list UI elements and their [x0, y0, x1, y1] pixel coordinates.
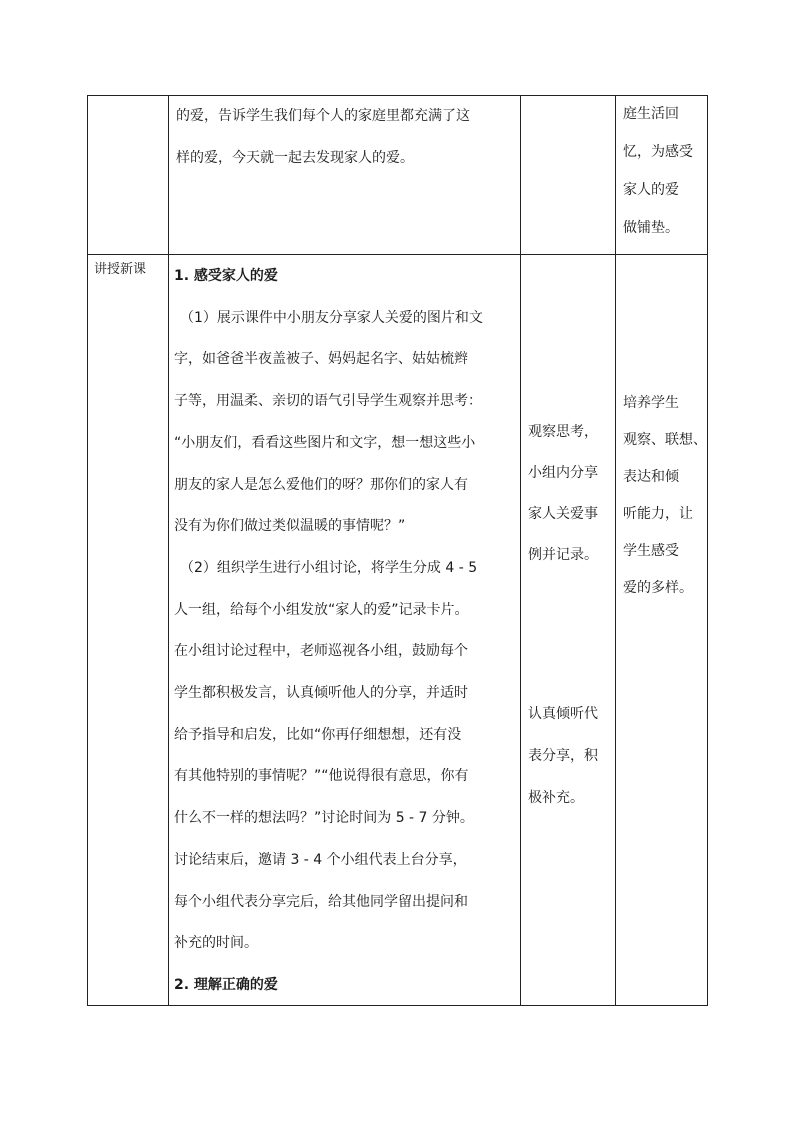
text-line: 家人的爱	[623, 182, 679, 198]
text-line: 例并记录。	[528, 547, 598, 563]
section-heading: 2. 理解正确的爱	[174, 976, 278, 993]
stage-label: 讲授新课	[94, 262, 147, 277]
text-line: 给予指导和启发，比如“你再仔细想想，还有没	[174, 726, 462, 743]
text-line: 表分享，积	[528, 748, 598, 764]
text-line: 表达和倾	[623, 469, 679, 485]
text-line: 学生都积极发言，认真倾听他人的分享，并适时	[174, 685, 468, 702]
text-line: 观察思考，	[528, 424, 598, 440]
text-line: 样的爱，今天就一起去发现家人的爱。	[176, 150, 414, 166]
text-line: 小组内分享	[528, 465, 598, 481]
text-line: 极补充。	[528, 790, 584, 806]
text-line: 补充的时间。	[174, 935, 258, 952]
row2-design-purpose	[623, 385, 707, 607]
text-line: 观察、联想、	[623, 432, 707, 448]
text-line: 朋友的家人是怎么爱他们的呀？那你们的家人有	[174, 476, 468, 493]
text-line: 字，如爸爸半夜盖被子、妈妈起名字、姑姑梳辫	[174, 351, 468, 368]
text-line: （1）展示课件中小朋友分享家人关爱的图片和文	[180, 309, 483, 326]
text-line: “小朋友们，看看这些图片和文字，想一想这些小	[174, 434, 476, 451]
text-line: 没有为你们做过类似温暖的事情呢？”	[174, 518, 406, 535]
text-line: 庭生活回	[623, 106, 679, 122]
text-line: 每个小组代表分享完后，给其他同学留出提问和	[174, 893, 468, 910]
text-line: 做铺垫。	[623, 220, 679, 236]
row2-student-activity-1	[528, 412, 614, 576]
row1-design-purpose	[623, 95, 707, 247]
text-line: 家人关爱事	[528, 506, 598, 522]
table-right-border	[707, 95, 708, 1005]
row2-teacher-activity	[174, 256, 518, 1007]
text-line: 学生感受	[623, 543, 679, 559]
text-line: 人一组，给每个小组发放“家人的爱”记录卡片。	[174, 601, 469, 618]
text-line: 的爱，告诉学生我们每个人的家庭里都充满了这	[176, 108, 470, 124]
lesson-table	[87, 95, 708, 1006]
text-line: （2）组织学生进行小组讨论，将学生分成 4 - 5	[180, 559, 478, 576]
text-line: 听能力，让	[623, 506, 693, 522]
column-divider-3	[615, 95, 616, 1005]
text-line: 有其他特别的事情呢？”“他说得很有意思，你有	[174, 768, 469, 785]
text-line: 爱的多样。	[623, 580, 693, 596]
text-line: 子等，用温柔、亲切的语气引导学生观察并思考：	[174, 393, 482, 410]
text-line: 讨论结束后，邀请 3 - 4 个小组代表上台分享，	[174, 851, 467, 868]
column-divider-2	[520, 95, 521, 1005]
column-divider-1	[168, 95, 169, 1005]
section-heading: 1. 感受家人的爱	[174, 268, 278, 284]
row2-student-activity-2	[528, 693, 614, 819]
text-line: 忆，为感受	[623, 144, 693, 160]
row1-teacher-activity	[176, 95, 516, 179]
text-line: 认真倾听代	[528, 706, 598, 722]
text-line: 在小组讨论过程中，老师巡视各小组，鼓励每个	[174, 643, 468, 660]
text-line: 培养学生	[623, 395, 679, 411]
text-line: 什么不一样的想法吗？”讨论时间为 5 - 7 分钟。	[174, 810, 474, 827]
